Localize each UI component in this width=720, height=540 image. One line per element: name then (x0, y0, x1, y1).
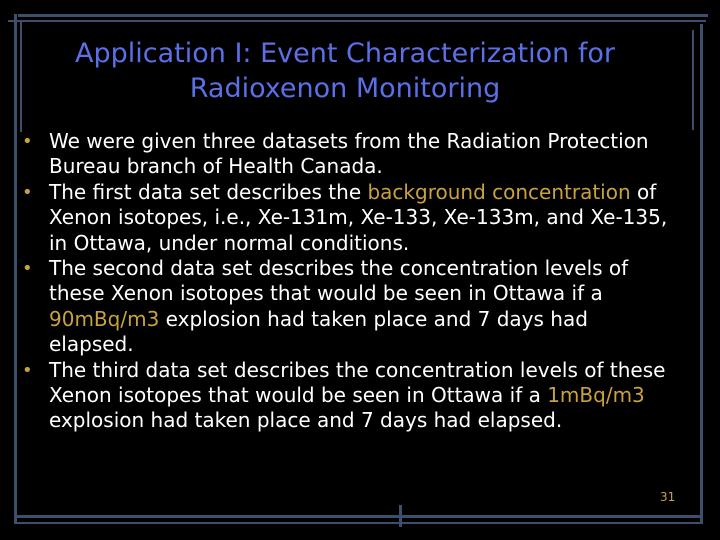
bullet-text-post: explosion had taken place and 7 days had elapsed. (49, 408, 563, 433)
frame-bottom-outer-line (14, 522, 702, 524)
bullet-item (22, 180, 672, 256)
bullet-list (22, 129, 672, 434)
bullet-dot-icon: • (22, 131, 33, 152)
frame-right-inner-line (692, 30, 694, 130)
bullet-dot-icon: • (22, 258, 33, 280)
bullet-dot-icon: • (22, 181, 33, 203)
frame-top-inner-line (8, 20, 706, 22)
highlight-text: 90mBq/m3 (49, 306, 160, 331)
page-number: 31 (660, 490, 676, 504)
slide-title (30, 36, 660, 106)
frame-bottom-tick (399, 505, 402, 527)
frame-left-inner-line (20, 20, 22, 132)
frame-top-line (18, 14, 708, 17)
highlight-text: background concentration (367, 179, 631, 204)
bullet-text-post: explosion had taken place and 7 days had elapsed. (49, 306, 588, 357)
bullet-item (22, 256, 672, 358)
frame-bottom-line (14, 515, 702, 518)
title-line-2: Radioxenon Monitoring (189, 73, 501, 104)
bullet-item (22, 358, 672, 434)
frame-left-line (14, 14, 17, 524)
bullet-text: We were given three datasets from the Radiation Protection Bureau branch of Health Canada. (49, 129, 649, 179)
frame-right-line (700, 24, 703, 524)
bullet-text-pre: The second data set describes the concentration levels of these Xenon isotopes that would be seen in Ottawa if a (49, 256, 629, 306)
bullet-item (22, 129, 672, 180)
bullet-text-pre: The first data set describes the (49, 179, 368, 204)
bullet-text-pre: The third data set describes the concentration levels of these Xenon isotopes that would be seen in Ottawa if a (49, 357, 666, 408)
bullet-text-post: of Xenon isotopes, i.e., Xe-131m, Xe-133, Xe-133m, and Xe-135, in Ottawa, under normal conditions. (49, 179, 668, 255)
bullet-dot-icon: • (22, 359, 33, 381)
highlight-text: 1mBq/m3 (547, 383, 645, 408)
title-line-1: Application I: Event Characterization for (75, 38, 615, 69)
